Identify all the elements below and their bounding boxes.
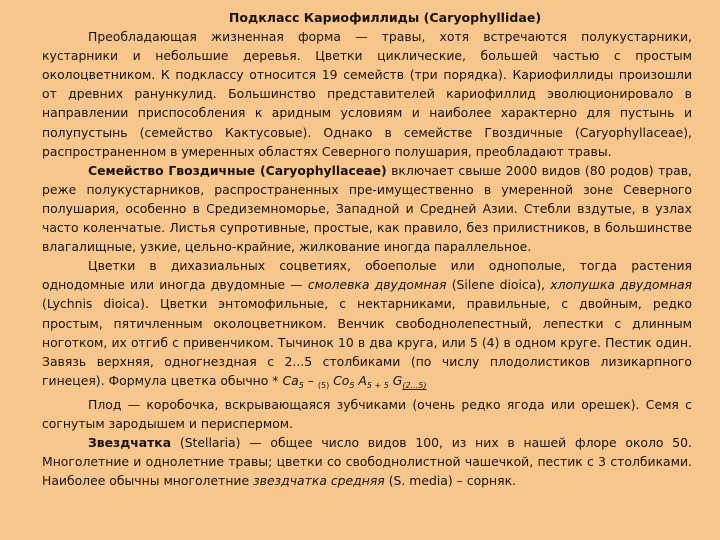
flowers-text-b: (Silene dioica), — [446, 277, 551, 293]
family-text: включает свыше 2000 видов (80 родов) трав, реже полукустарников, распространенных пре-имущественно в умеренной зоне Северного полушария, особенно в Средиземноморье, Западной и Средней Азии. Стебли вздутые, в узлах часто коленчатые. Листья супротивные, простые, как правило, без прилистников, в большинстве влагалищные, узкие, цельно-крайние, жилкование иногда параллельное. — [42, 162, 692, 255]
paragraph-family — [42, 161, 692, 256]
formula-co: Co — [329, 372, 350, 388]
flowers-text-a: Цветки в дихазиальных соцветиях, обоеполые или однополые, тогда растения однодомные или иногда двудомные — — [42, 258, 692, 293]
paragraph-intro: Преобладающая жизненная форма — травы, хотя встречаются полукустарники, кустарники и небольшие деревья. Цветки циклические, большей частью с простым околоцветником. К подклассу относится 19 семейств (три порядка). Кариофиллиды произошли от древних ранункулид. Большинство представителей кариофиллид эволюционировало в направлении приспособления к аридным условиям и наиболее характерно для пустынь и полупустынь (семейство Кактусовые). Однако в семействе Гвоздичные (Caryophyllaceae), распространенном в умеренных областях Северного полушария, преобладают травы. — [42, 29, 692, 159]
formula-ca: Ca — [282, 372, 299, 388]
flowers-text-c: (Lychnis dioica). Цветки энтомофильные, с нектарниками, правильные, с двойным, редко простым, пятичленным околоцветником. Венчик свободнолепестный, лепестки с длинным ноготком, их отгиб с привенчиком. Тычинок 10 в два круга, или 5 (4) в одном круге. Пестик один. Завязь верхняя, одногнездная с 2...5 столбиками (по числу плодолистиков лизикарпного гинецея). Формула цветка обычно * — [42, 296, 692, 388]
formula-paren: (5) — [317, 380, 330, 390]
flower-formula — [282, 373, 426, 388]
species-lychnis-ru: хлопушка двудомная — [550, 277, 692, 293]
formula-co-sub: 5 — [349, 380, 355, 390]
formula-g-sub: (2...5) — [402, 380, 427, 390]
species-silene-ru: смолевка двудомная — [307, 277, 447, 293]
formula-ca-sub: 5 — [298, 380, 304, 390]
stellaria-text-a: (Stellaria) — общее число видов 100, из них в нашей флоре около 50. Многолетние и однолетние травы; цветки со свободнолистной чашечкой, пестик с 3 столбиками. Наиболее обычны многолетние — [42, 435, 692, 489]
formula-g: G — [388, 372, 403, 388]
formula-a-sub: 5 + 5 — [366, 380, 389, 390]
formula-dash: – — [303, 372, 318, 388]
paragraph-stellaria — [42, 433, 692, 490]
page-title: Подкласс Кариофиллиды (Caryophyllidae) — [228, 10, 542, 25]
paragraph-flowers — [42, 256, 692, 395]
paragraph-fruit: Плод — коробочка, вскрывающаяся зубчиками (очень редко ягода или орешек). Семя с согнутым зародышем и периспермом. — [42, 396, 692, 431]
document-page — [42, 8, 692, 490]
genus-heading: Звездчатка — [88, 435, 172, 451]
stellaria-text-b: (S. media) – сорняк. — [384, 473, 517, 489]
family-heading: Семейство Гвоздичные (Caryophyllaceae) — [88, 162, 387, 178]
formula-a: A — [354, 372, 367, 388]
species-stellaria-media-ru: звездчатка средняя — [253, 473, 385, 489]
